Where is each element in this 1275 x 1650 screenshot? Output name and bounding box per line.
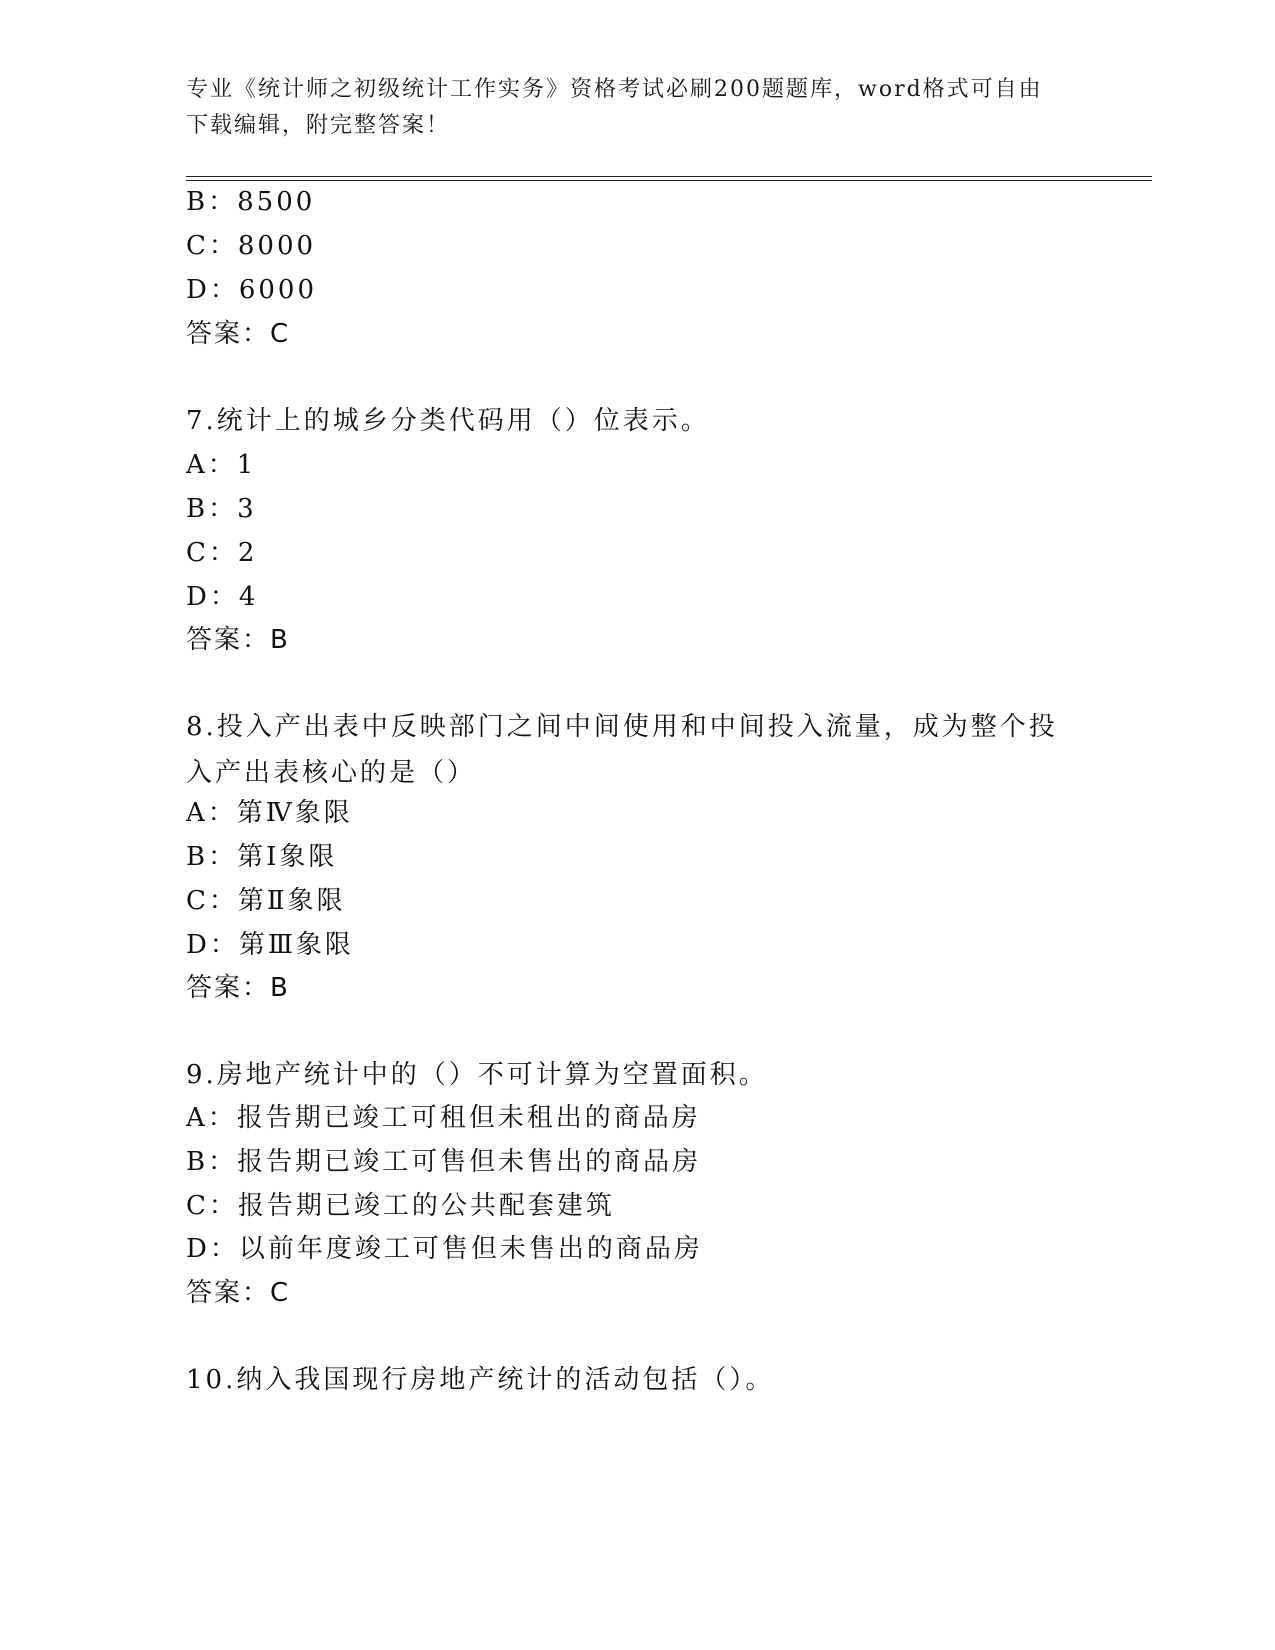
question-7-option-d: D：4 <box>186 582 259 612</box>
question-8-option-d: D：第Ⅲ象限 <box>186 930 354 960</box>
question-7-option-c: C：2 <box>186 538 258 568</box>
header-divider <box>186 176 1152 181</box>
question-10-stem: 10.纳入我国现行房地产统计的活动包括（）。 <box>186 1365 775 1395</box>
question-8-answer: 答案：B <box>186 973 290 1003</box>
question-7-answer: 答案：B <box>186 625 290 655</box>
option-b: B：8500 <box>186 187 316 217</box>
option-d: D：6000 <box>186 275 318 305</box>
question-9-option-b: B：报告期已竣工可售但未售出的商品房 <box>186 1147 702 1177</box>
question-9-option-c: C：报告期已竣工的公共配套建筑 <box>186 1191 615 1221</box>
question-9-stem: 9.房地产统计中的（）不可计算为空置面积。 <box>186 1060 768 1090</box>
question-7-stem: 7.统计上的城乡分类代码用（）位表示。 <box>186 406 710 436</box>
question-8-option-c: C：第Ⅱ象限 <box>186 886 346 916</box>
answer: 答案：C <box>186 319 291 349</box>
document-header: 专业《统计师之初级统计工作实务》资格考试必刷200题题库，word格式可自由下载编辑，附完整答案！ <box>186 77 1043 138</box>
question-9-option-d: D：以前年度竣工可售但未售出的商品房 <box>186 1234 703 1264</box>
question-8-option-b: B：第Ⅰ象限 <box>186 842 338 872</box>
question-8-stem: 8.投入产出表中反映部门之间中间使用和中间投入流量，成为整个投入产出表核心的是（） <box>186 712 1058 788</box>
question-7-option-a: A：1 <box>186 450 257 480</box>
question-9-option-a: A：报告期已竣工可租但未租出的商品房 <box>186 1103 701 1133</box>
question-9-answer: 答案：C <box>186 1278 291 1308</box>
question-7-option-b: B：3 <box>186 494 257 524</box>
question-8-option-a: A：第Ⅳ象限 <box>186 798 353 828</box>
option-c: C：8000 <box>186 231 317 261</box>
